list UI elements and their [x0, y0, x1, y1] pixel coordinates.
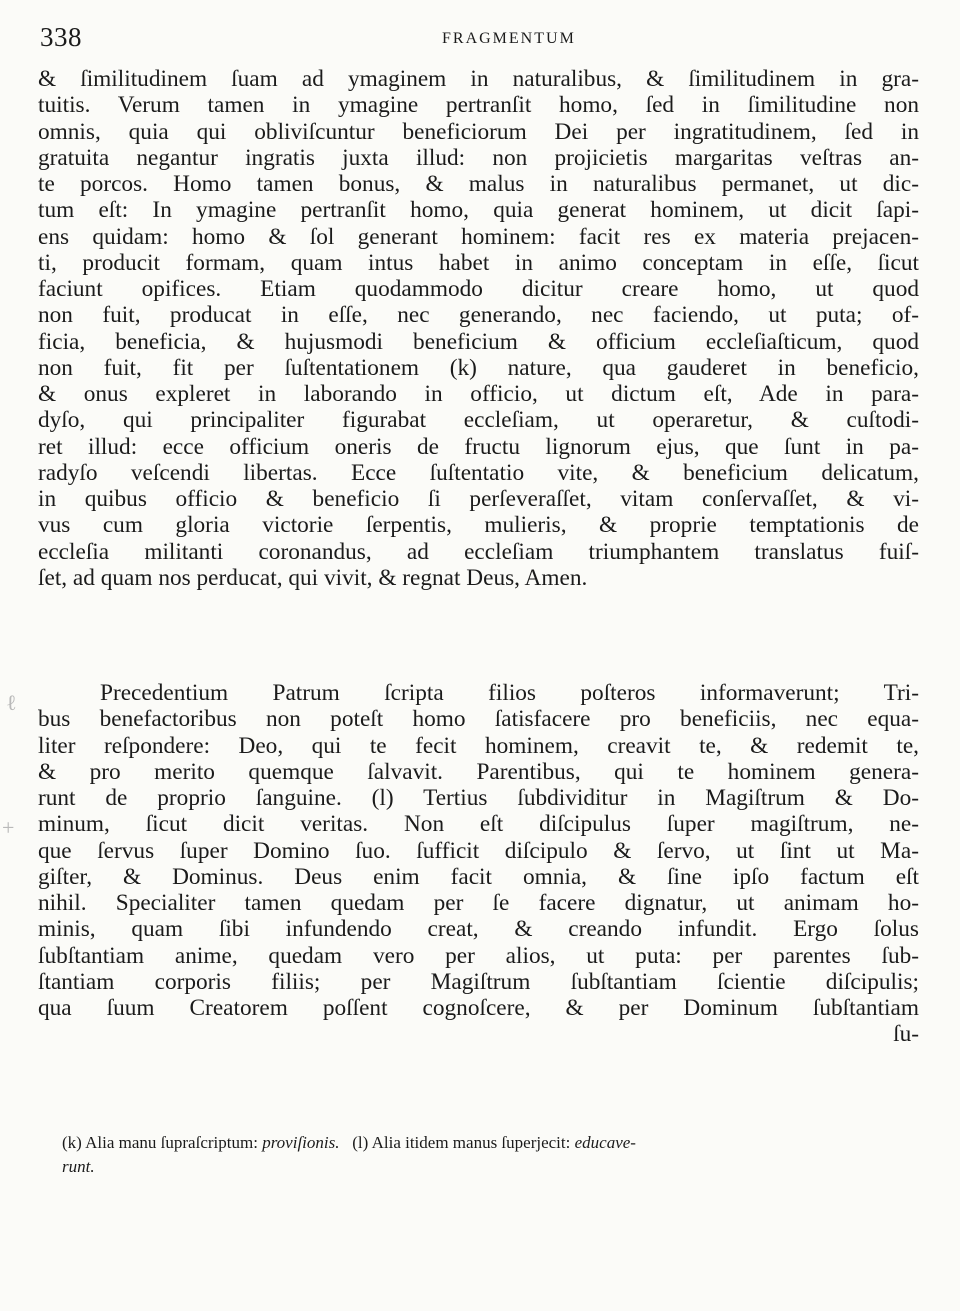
text-line: minum, ſicut dicit veritas. Non eſt diſcipulus ſuper magiſtrum, ne-: [38, 811, 919, 838]
text-line: Precedentium Patrum ſcripta filios poſteros informaverunt; Tri-: [100, 680, 919, 706]
footnote-k-italic: proviſionis.: [262, 1133, 340, 1152]
margin-ink-mark: ℓ: [6, 690, 17, 715]
text-line: & ſimilitudinem ſuam ad ymaginem in naturalibus, & ſimilitudinem in gra-: [38, 66, 919, 92]
text-line: radyſo veſcendi libertas. Ecce ſuſtentatio vite, & beneficium delicatum,: [38, 459, 919, 486]
text-line: qua ſuum Creatorem poſſent cognoſcere, & per Dominum ſubſtantiam: [38, 995, 919, 1021]
text-line: tuitis. Verum tamen in ymagine pertranſit homo, ſed in ſimilitudine non: [38, 92, 919, 119]
footnote-k-text: Alia manu ſupraſcriptum:: [85, 1133, 258, 1152]
footnotes: [62, 1131, 920, 1179]
text-line: eccleſia militanti coronandus, ad eccleſiam triumphantem translatus fuiſ-: [38, 538, 919, 565]
footnote-l-continuation: runt.: [62, 1157, 95, 1176]
footnote-l-mark: (l): [352, 1133, 369, 1152]
footnote-l-text: Alia itidem manus ſuperjecit:: [371, 1133, 571, 1152]
page-number: 338: [40, 22, 82, 52]
footnote-k-line: [62, 1131, 920, 1155]
text-line: & onus expleret in laborando in officio, ut dictum eſt, Ade in para-: [38, 381, 919, 407]
text-line: non fuit, fit per ſuſtentationem (k) nature, qua gauderet in beneficio,: [38, 354, 919, 381]
text-line: non fuit, producat in eſſe, nec generando, nec faciendo, ut puta; of-: [38, 302, 919, 329]
footnote-l-italic: educave-: [574, 1133, 636, 1152]
text-line: te porcos. Homo tamen bonus, & malus in naturalibus permanet, ut dic-: [38, 171, 919, 197]
text-line: & pro merito quemque ſalvavit. Parentibus, qui te hominem genera-: [38, 758, 919, 785]
text-line: ficia, beneficia, & hujusmodi beneficium & officium eccleſiaſticum, quod: [38, 328, 919, 355]
paragraph-1: [38, 66, 919, 591]
text-line: nihil. Specialiter tamen quedam per ſe facere dignatur, ut animam ho-: [38, 890, 919, 916]
text-line: runt de proprio ſanguine. (l) Tertius ſubdividitur in Magiſtrum & Do-: [38, 785, 919, 811]
footnote-k-mark: (k): [62, 1133, 82, 1152]
text-line: liter reſpondere: Deo, qui te fecit hominem, creavit te, & redemit te,: [38, 732, 919, 759]
text-line: faciunt opifices. Etiam quodammodo dicitur creare homo, ut quod: [38, 276, 919, 302]
text-line: dyſo, qui principaliter figurabat eccleſiam, ut operaretur, & cuſtodi-: [38, 407, 919, 434]
text-line: ſet, ad quam nos perducat, qui vivit, & regnat Deus, Amen.: [38, 564, 588, 591]
paragraph-2: [38, 680, 919, 1048]
text-line: gratuita negantur ingratis juxta illud: non projicietis margaritas veſtras an-: [38, 144, 919, 171]
running-title: FRAGMENTUM: [442, 30, 576, 47]
text-line: omnis, quia qui obliviſcuntur beneficiorum Dei per ingratitudinem, ſed in: [38, 118, 919, 145]
text-line: giſter, & Dominus. Deus enim facit omnia, & ſine ipſo factum eſt: [38, 863, 919, 890]
text-line: tum eſt: In ymagine pertranſit homo, quia generat hominem, ut dicit ſapi-: [38, 197, 919, 224]
text-line: ti, producit formam, quam intus habet in animo conceptam in eſſe, ſicut: [38, 249, 919, 276]
text-line: bus benefactoribus non poteſt homo ſatisfacere pro beneficiis, nec equa-: [38, 706, 919, 733]
text-line: ens quidam: homo & ſol generant hominem: facit res ex materia prejacen-: [38, 223, 919, 250]
text-line: ret illud: ecce officium oneris de fructu lignorum ejus, que ſunt in pa-: [38, 433, 919, 460]
page-header: [40, 22, 920, 56]
margin-ink-mark: +: [2, 815, 15, 840]
text-line: que ſervus ſuper Domino ſuo. ſufficit diſcipulo & ſervo, ut ſint ut Ma-: [38, 837, 919, 864]
catchword: ſu-: [893, 1021, 919, 1048]
text-line: minis, quam ſibi infundendo creat, & creando infundit. Ergo ſolus: [38, 916, 919, 943]
text-line: ſubſtantiam anime, quedam vero per alios, ut puta: per parentes ſub-: [38, 942, 919, 969]
text-line: vus cum gloria victorie ſerpentis, mulieris, & proprie temptationis de: [38, 512, 919, 539]
text-line: ſtantiam corporis filiis; per Magiſtrum ſubſtantiam ſcientie diſcipulis;: [38, 968, 919, 995]
text-line: in quibus officio & beneficio ſi perſeveraſſet, vitam conſervaſſet, & vi-: [38, 486, 919, 512]
